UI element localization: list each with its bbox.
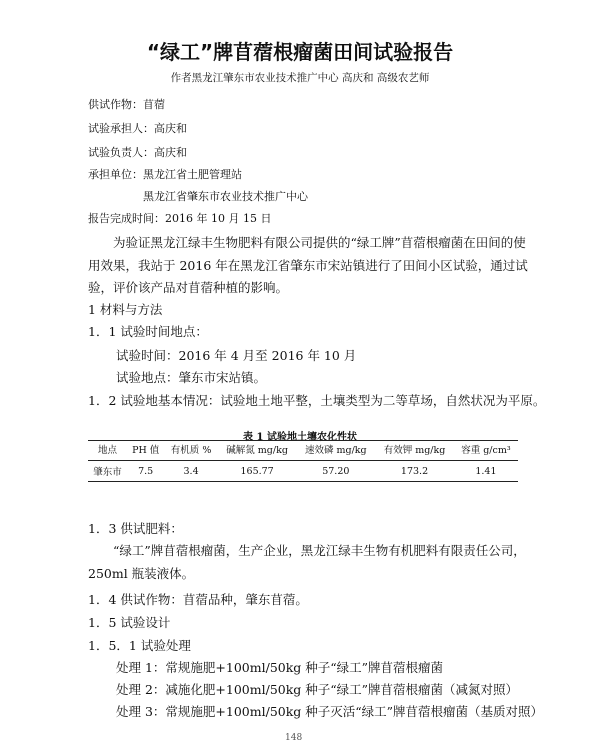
section-1-1-heading: 1．1 试验时间地点： <box>88 324 208 339</box>
section-1-2-text: 1．2 试验地基本情况：试验地土地平整，土壤类型为二等草场，自然状况为平原。 <box>88 393 546 408</box>
table-cell: 173.2 <box>400 465 429 477</box>
table-cell: 肇东市 <box>93 467 122 478</box>
section-1-3-heading: 1．3 供试肥料： <box>88 521 183 536</box>
table-header-cell: 地点 <box>88 441 127 461</box>
meta-unit-2: 黑龙江省肇东市农业技术推广中心 <box>143 190 308 203</box>
section-1-5-heading: 1．5 试验设计 <box>88 615 171 630</box>
table-cell: 7.5 <box>138 465 154 477</box>
trial-time: 试验时间：2016 年 4 月至 2016 年 10 月 <box>116 348 357 363</box>
meta-report-date: 报告完成时间：2016 年 10 月 15 日 <box>88 212 272 225</box>
soil-properties-table <box>88 440 518 482</box>
section-1-4-text: 1．4 供试作物：苜蓿品种，肇东苜蓿。 <box>88 592 308 607</box>
section-1-heading: 1 材料与方法 <box>88 302 163 317</box>
treatment-1: 处理 1：常规施肥+100ml/50kg 种子“绿工”牌苜蓿根瘤菌 <box>116 660 444 675</box>
table-header-cell: 碱解氮 mg/kg <box>218 441 297 461</box>
table-header-cell: PH 值 <box>127 441 164 461</box>
table-cell: 57.20 <box>322 465 350 477</box>
table-header-row <box>88 441 518 461</box>
table-header-cell: 有效钾 mg/kg <box>375 441 454 461</box>
author-line: 作者黑龙江肇东市农业技术推广中心 高庆和 高级农艺师 <box>170 72 430 84</box>
section-1-5-1-heading: 1．5．1 试验处理 <box>88 638 191 653</box>
treatment-2: 处理 2：减施化肥+100ml/50kg 种子“绿工”牌苜蓿根瘤菌（减氮对照） <box>116 682 519 697</box>
table-cell: 165.77 <box>240 465 274 477</box>
trial-place: 试验地点：肇东市宋站镇。 <box>116 370 267 385</box>
table-header-cell: 容重 g/cm³ <box>454 441 518 461</box>
report-title: “绿工”牌苜蓿根瘤菌田间试验报告 <box>146 40 454 64</box>
table-cell: 3.4 <box>183 465 199 477</box>
page-number: 148 <box>285 733 303 743</box>
table-row <box>88 461 518 482</box>
meta-unit: 承担单位：黑龙江省土肥管理站 <box>88 168 242 181</box>
meta-crop: 供试作物：苜蓿 <box>88 98 165 111</box>
intro-paragraph: 为验证黑龙江绿丰生物肥料有限公司提供的“绿工牌”苜蓿根瘤菌在田间的使用效果，我站于 2016 年在黑龙江省肇东市宋站镇进行了田间小区试验，通过试验，评价该产品对苜蓿种植的影响。 <box>88 235 528 295</box>
meta-responsible: 试验负责人：高庆和 <box>88 146 187 159</box>
table-caption: 表 1 试验地土壤农化性状 <box>243 432 357 443</box>
treatment-3: 处理 3：常规施肥+100ml/50kg 种子灭活“绿工”牌苜蓿根瘤菌（基质对照） <box>116 704 544 719</box>
fertilizer-paragraph: “绿工”牌苜蓿根瘤菌，生产企业，黑龙江绿丰生物有机肥料有限责任公司，250ml 瓶装液体。 <box>88 543 526 581</box>
table-header-cell: 速效磷 mg/kg <box>296 441 375 461</box>
meta-undertaker: 试验承担人：高庆和 <box>88 122 187 135</box>
table-header-cell: 有机质 % <box>164 441 217 461</box>
table-cell: 1.41 <box>475 465 497 477</box>
